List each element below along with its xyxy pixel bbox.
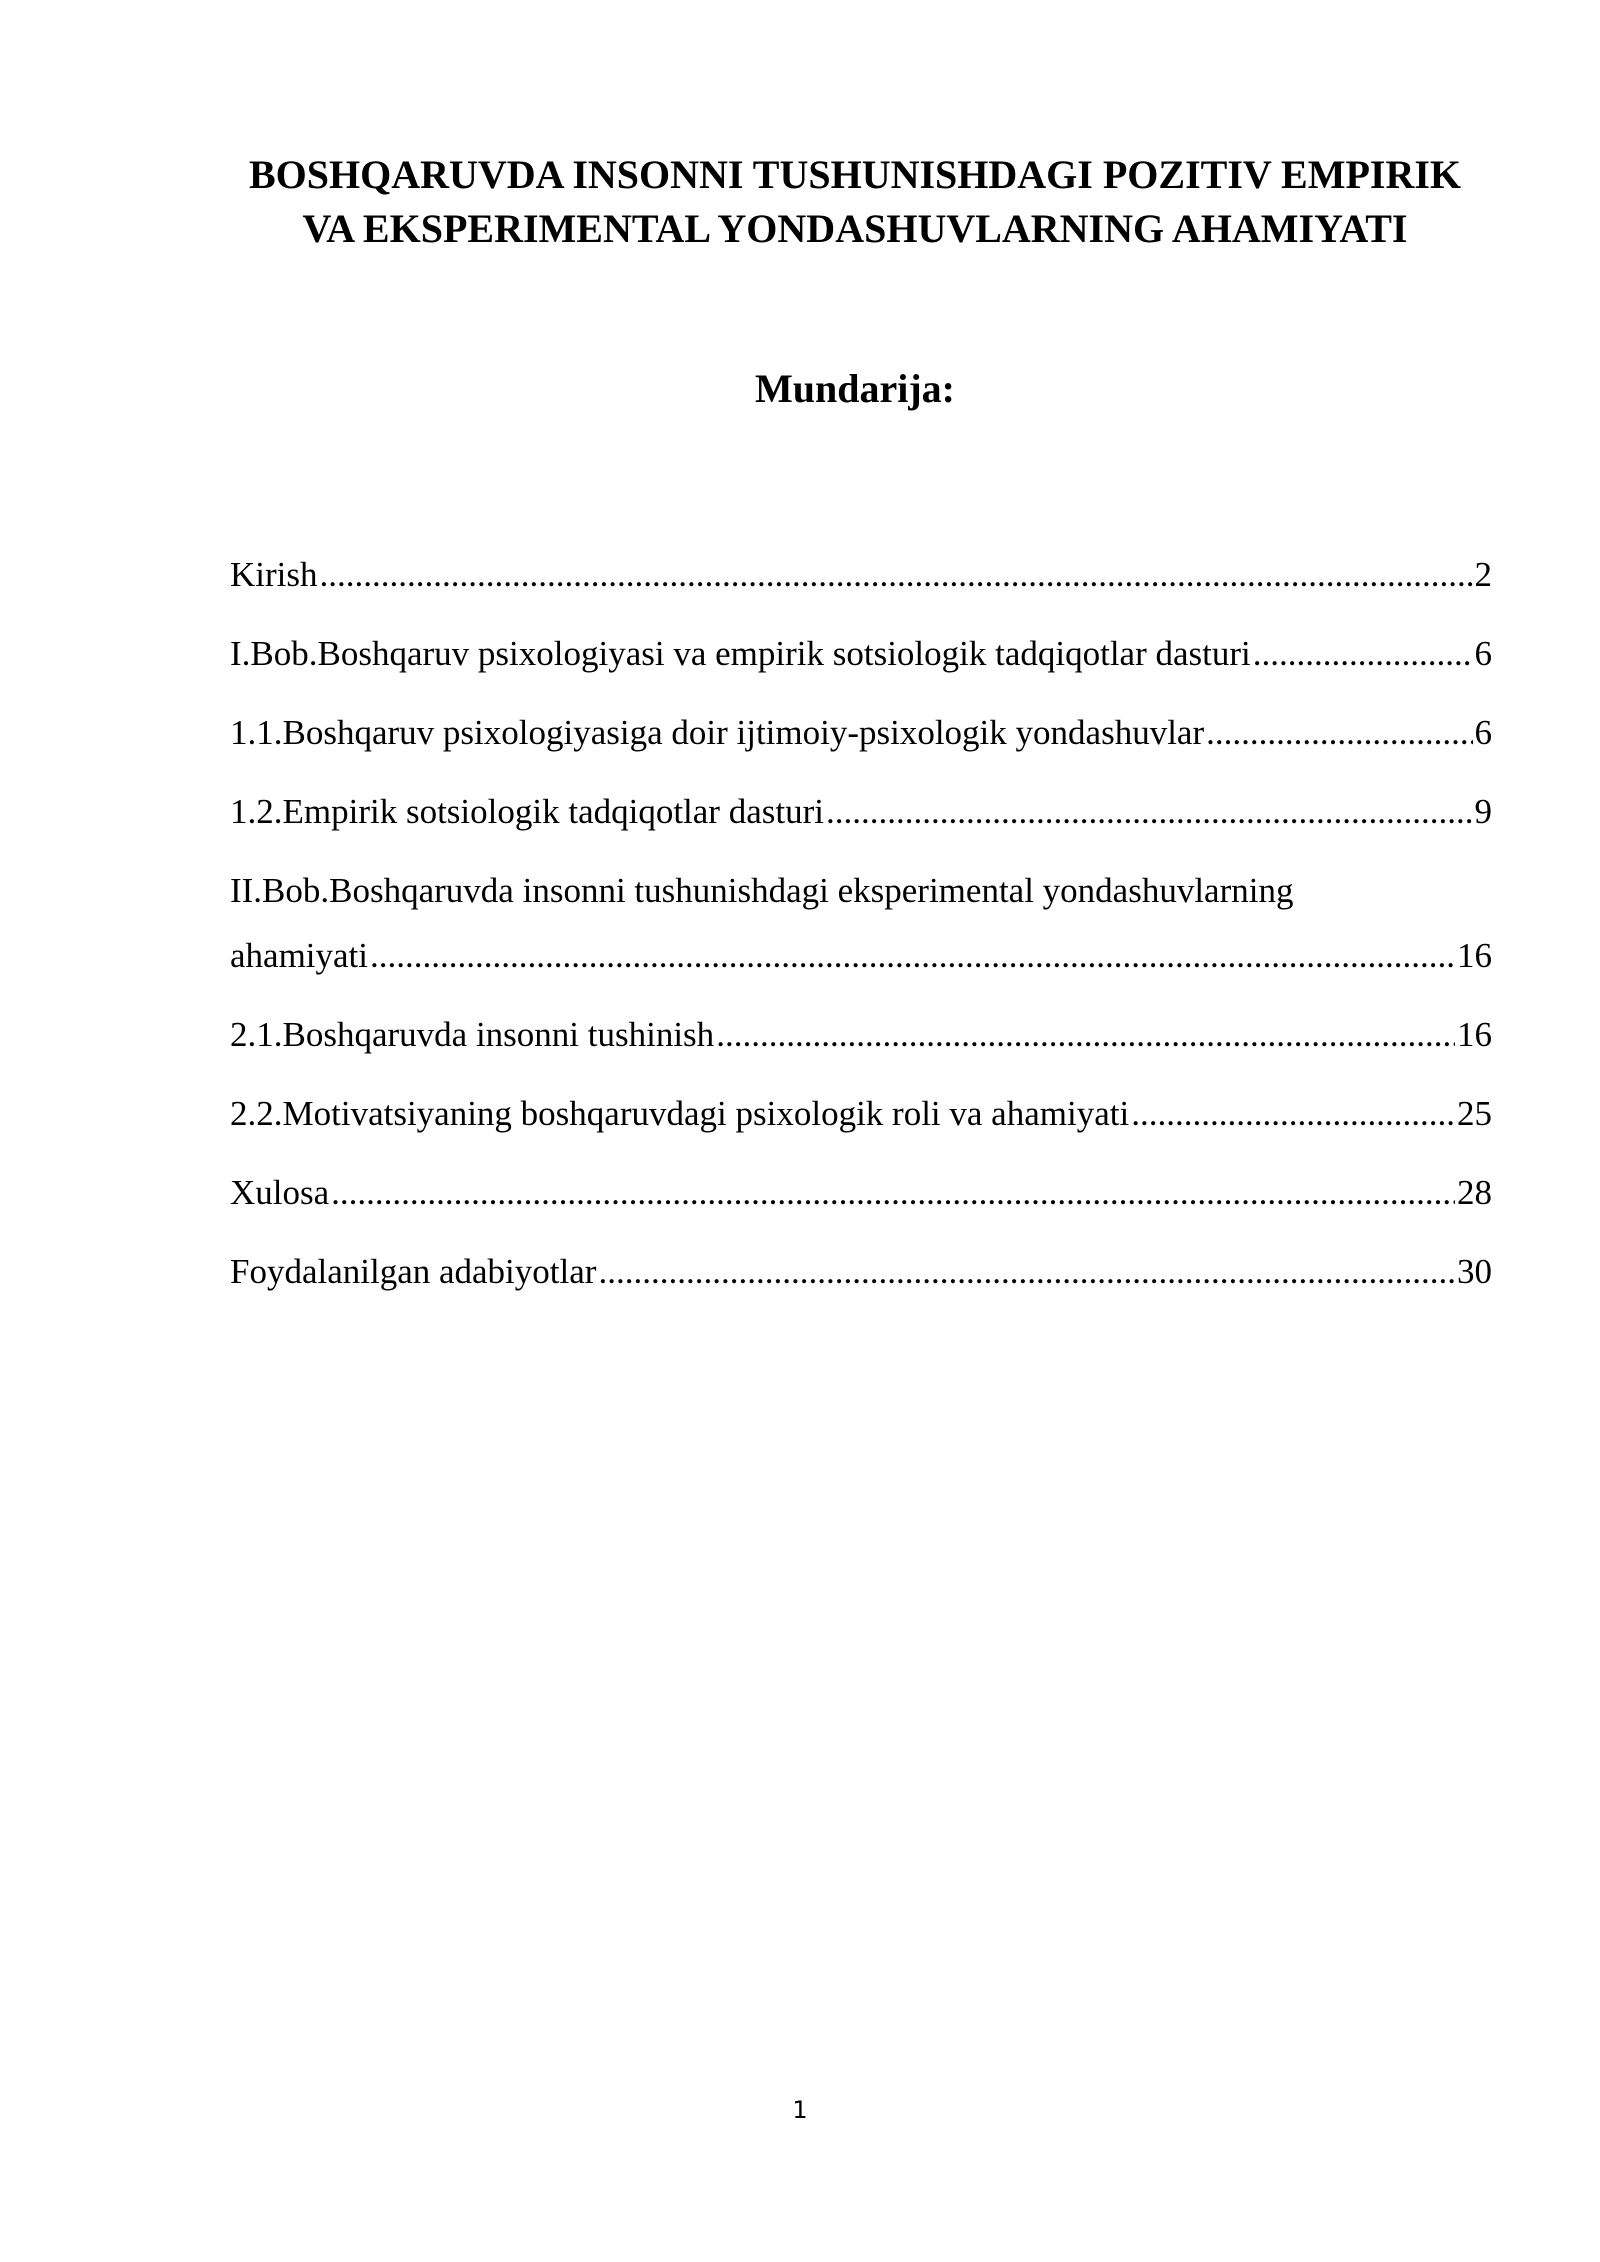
toc-leader-dots — [331, 1160, 1455, 1225]
toc-item-xulosa[interactable] — [230, 1160, 1492, 1225]
toc-item-section-1-1[interactable] — [230, 700, 1492, 765]
toc-leader-dots — [716, 1002, 1455, 1067]
toc-item-label-line-1: II.Bob.Boshqaruvda insonni tushunishdagi eksperimental yondashuvlarning — [230, 871, 1294, 910]
page-number: 1 — [792, 2096, 808, 2124]
toc-leader-dots — [370, 923, 1455, 988]
toc-item-label-line-2: ahamiyati — [230, 936, 369, 975]
toc-item-label: Xulosa — [230, 1173, 330, 1212]
toc-item-label: 2.2.Motivatsiyaning boshqaruvdagi psixologik roli va ahamiyati — [230, 1094, 1130, 1133]
toc-item-page: 25 — [1457, 1094, 1492, 1133]
toc-item-section-2-1[interactable] — [230, 1002, 1492, 1067]
toc-item-label: 2.1.Boshqaruvda insonni tushinish — [230, 1015, 715, 1054]
toc-item-page: 2 — [1474, 555, 1492, 594]
toc-item-page: 16 — [1457, 936, 1492, 975]
toc-item-label: I.Bob.Boshqaruv psixologiyasi va empirik sotsiologik tadqiqotlar dasturi — [230, 634, 1251, 673]
toc-item-page: 16 — [1457, 1015, 1492, 1054]
toc-item-label: 1.2.Empirik sotsiologik tadqiqotlar dasturi — [230, 792, 824, 831]
toc-item-page: 30 — [1457, 1252, 1492, 1291]
table-of-contents — [230, 542, 1492, 1318]
toc-item-page: 28 — [1457, 1173, 1492, 1212]
toc-item-page: 6 — [1474, 634, 1492, 673]
document-title-line-2: VA EKSPERIMENTAL YONDASHUVLARNING AHAMIYATI — [302, 206, 1408, 251]
toc-item-page: 9 — [1474, 792, 1492, 831]
document-title — [200, 148, 1510, 256]
toc-item-page: 6 — [1474, 713, 1492, 752]
toc-item-chapter-2[interactable] — [230, 858, 1492, 988]
toc-leader-dots — [320, 542, 1473, 607]
toc-item-section-2-2[interactable] — [230, 1081, 1492, 1146]
toc-heading: Mundarija: — [755, 366, 955, 411]
toc-item-label: Foydalanilgan adabiyotlar — [230, 1252, 597, 1291]
toc-item-references[interactable] — [230, 1239, 1492, 1304]
toc-item-label: Kirish — [230, 555, 318, 594]
toc-leader-dots — [1206, 700, 1472, 765]
toc-leader-dots — [1253, 621, 1473, 686]
document-title-line-1: BOSHQARUVDA INSONNI TUSHUNISHDAGI POZITIV EMPIRIK — [248, 152, 1462, 197]
toc-item-section-1-2[interactable] — [230, 779, 1492, 844]
toc-leader-dots — [598, 1239, 1455, 1304]
toc-leader-dots — [826, 779, 1473, 844]
toc-item-kirish[interactable] — [230, 542, 1492, 607]
toc-item-label: 1.1.Boshqaruv psixologiyasiga doir ijtimoiy-psixologik yondashuvlar — [230, 713, 1205, 752]
toc-item-chapter-1[interactable] — [230, 621, 1492, 686]
toc-leader-dots — [1131, 1081, 1455, 1146]
